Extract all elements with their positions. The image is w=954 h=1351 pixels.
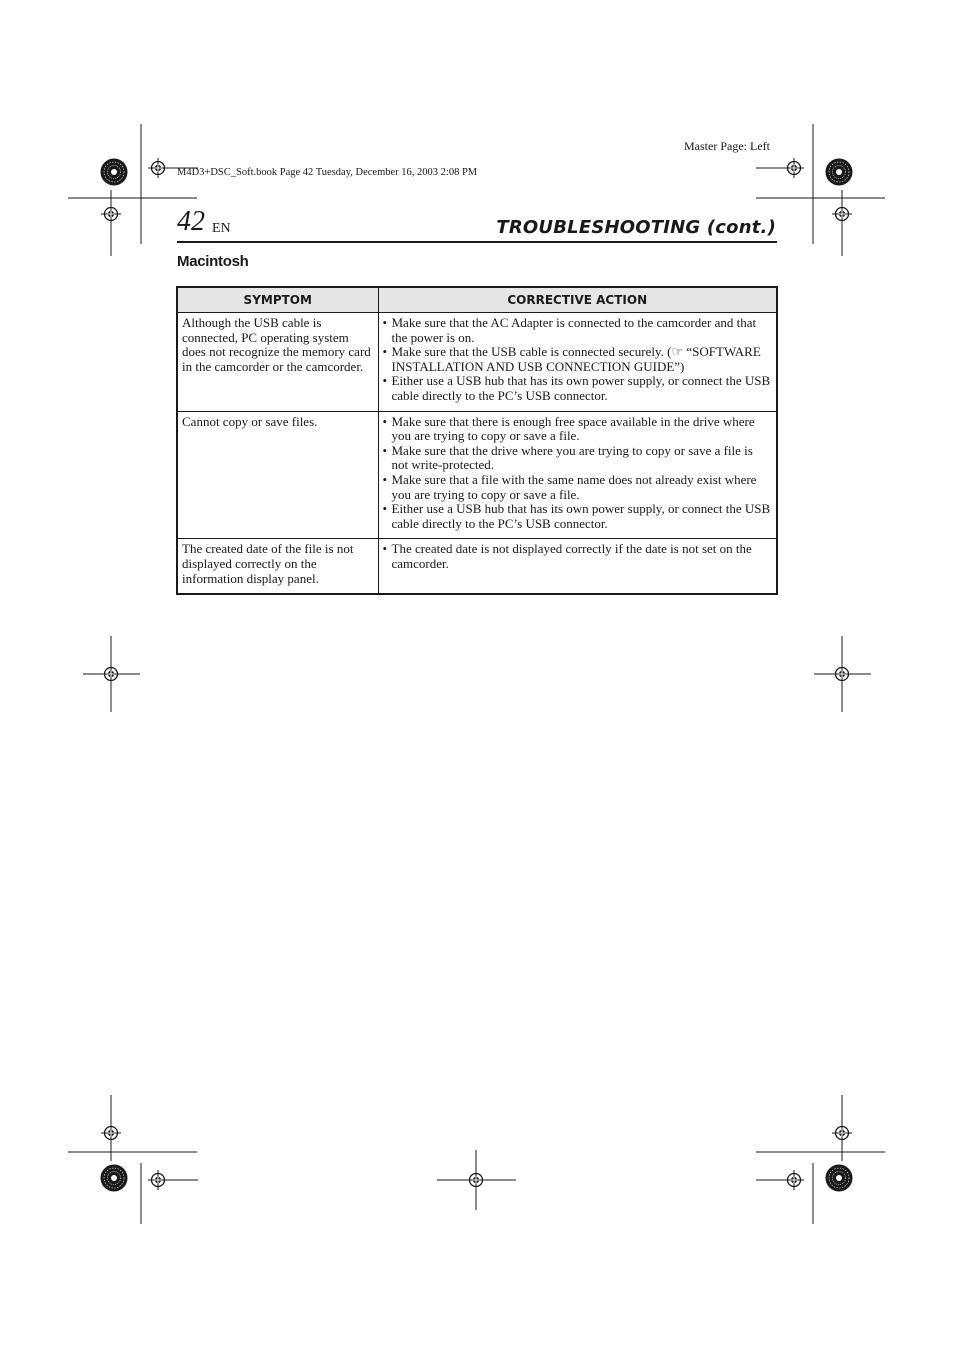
column-header-symptom: SYMPTOM — [177, 287, 378, 313]
action-item: • Make sure that the drive where you are trying to copy or save a file is not write-protected. — [383, 444, 773, 473]
subheading: Macintosh — [177, 253, 249, 270]
symptom-cell: Although the USB cable is connected, PC operating system does not recognize the memory card in the camcorder or the camcorder. — [177, 313, 378, 412]
language-code: EN — [212, 221, 231, 236]
symptom-cell: Cannot copy or save files. — [177, 411, 378, 539]
column-header-corrective-action: CORRECTIVE ACTION — [378, 287, 777, 313]
action-cell — [378, 411, 777, 539]
page-number: 42 — [177, 206, 205, 237]
action-item: • Make sure that the AC Adapter is connected to the camcorder and that the power is on. — [383, 316, 773, 345]
master-page-label: Master Page: Left — [684, 139, 770, 153]
action-list — [383, 316, 773, 404]
book-info-line: M4D3+DSC_Soft.book Page 42 Tuesday, December 16, 2003 2:08 PM — [177, 167, 478, 178]
action-list — [383, 542, 773, 571]
action-item: • Either use a USB hub that has its own power supply, or connect the USB cable directly to the PC’s USB connector. — [383, 374, 773, 403]
symptom-cell: The created date of the file is not displayed correctly on the information display panel. — [177, 539, 378, 594]
table-row — [177, 539, 777, 594]
action-list — [383, 415, 773, 532]
section-title: TROUBLESHOOTING (cont.) — [496, 217, 776, 238]
action-item: • Either use a USB hub that has its own power supply, or connect the USB cable directly to the PC’s USB connector. — [383, 502, 773, 531]
action-item: • The created date is not displayed correctly if the date is not set on the camcorder. — [383, 542, 773, 571]
troubleshooting-table — [176, 286, 778, 595]
action-item: • Make sure that a file with the same name does not already exist where you are trying to copy or save a file. — [383, 473, 773, 502]
action-item: • Make sure that the USB cable is connected securely. (☞ “SOFTWARE INSTALLATION AND USB CONNECTION GUIDE”) — [383, 345, 773, 374]
action-item: • Make sure that there is enough free space available in the drive where you are trying to copy or save a file. — [383, 415, 773, 444]
table-header-row — [177, 287, 777, 313]
table-row — [177, 411, 777, 539]
table-row — [177, 313, 777, 412]
action-cell — [378, 313, 777, 412]
header-rule — [177, 241, 777, 243]
action-cell — [378, 539, 777, 594]
